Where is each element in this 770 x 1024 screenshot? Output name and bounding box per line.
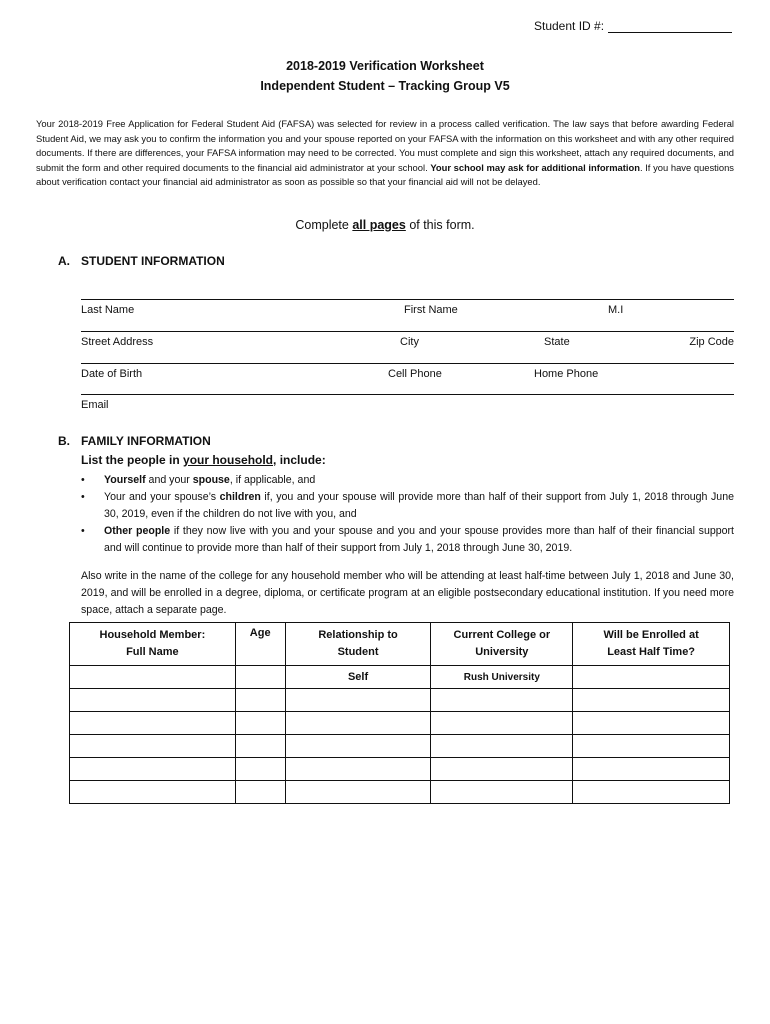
college-cell[interactable] [431,781,573,804]
member-name-cell[interactable] [70,689,236,712]
table-row [70,735,730,758]
household-intro-after: include: [276,453,326,467]
bullet1-text-2: , if applicable, and [229,474,316,486]
home-phone-label: Home Phone [534,368,599,380]
enrolled-cell[interactable] [573,666,730,689]
header-member-line2: Full Name [126,646,179,658]
intro-text-2: . If you have questions about verification contact your financial aid administrator as soon as possible so that your financial aid will not be delayed. [36,161,734,188]
title-line-2: Independent Student – Tracking Group V5 [260,79,510,93]
age-cell[interactable] [235,666,285,689]
bullet3-text: if they now live with you and your spouse and you and your spouse provides more than half of their financial support and will continue to provide more than half of their support from July 1, 2018 through June 30, 2019. [104,525,734,554]
bullet3-bold-other-people: Other people [104,525,171,537]
bullet1-bold-spouse: spouse [192,474,230,486]
enrolled-cell[interactable] [573,689,730,712]
header-college [431,623,573,666]
table-row [70,758,730,781]
bullet-dot: • [81,491,85,503]
relationship-cell[interactable] [285,781,431,804]
table-row [70,666,730,689]
enrolled-cell[interactable] [573,781,730,804]
bullet2-text-1: Your and your spouse’s [104,491,220,503]
header-age: Age [235,623,285,666]
state-label: State [544,336,570,348]
date-of-birth-label: Date of Birth [81,368,143,380]
age-cell[interactable] [235,781,285,804]
first-name-label: First Name [404,304,458,316]
member-name-cell[interactable] [70,735,236,758]
household-bullet-list [81,472,734,557]
complete-after: of this form. [405,218,475,232]
header-enrolled-line2: Least Half Time? [607,646,696,658]
cell-phone-label: Cell Phone [388,368,442,380]
name-row[interactable] [81,299,734,320]
header-college-line1: Current College or [453,629,551,641]
middle-initial-label: M.I [608,304,624,316]
enrolled-cell[interactable] [573,758,730,781]
college-cell[interactable] [431,689,573,712]
household-table [69,622,730,804]
household-table-header [70,623,730,666]
college-cell[interactable]: Rush University [431,666,573,689]
section-b-heading [58,434,211,448]
age-cell[interactable] [235,689,285,712]
zip-code-label: Zip Code [689,336,734,348]
member-name-cell[interactable] [70,758,236,781]
table-row [70,689,730,712]
bullet1-text-1: and your [145,474,193,486]
member-name-cell[interactable] [70,712,236,735]
section-a-letter: A. [58,254,70,268]
section-b-title: FAMILY INFORMATION [81,434,211,448]
contact-row[interactable] [81,363,734,384]
college-cell[interactable] [431,712,573,735]
intro-text-1: Your 2018-2019 Free Application for Federal Student Aid (FAFSA) was selected for review in a process called verification. The law says that before awarding Federal Student Aid, we may ask you to confirm the information you and your spouse reported on your FAFSA with the information on this worksheet and with any other required documents. If there are differences, your FAFSA information may need to be corrected. You must complete and sign this worksheet, attach any required documents, and submit the form and other required documents to the financial aid administrator at your school. [36,118,734,173]
bullet-other-people [81,523,734,557]
section-a-heading [58,254,225,268]
relationship-cell[interactable] [285,712,431,735]
header-member [70,623,236,666]
enrolled-cell[interactable] [573,712,730,735]
relationship-cell[interactable] [285,735,431,758]
household-intro-emphasis: your household, [183,453,277,467]
header-enrolled [573,623,730,666]
street-address-label: Street Address [81,336,154,348]
header-relationship-line2: Student [337,646,379,658]
section-b-letter: B. [58,434,70,448]
table-row [70,712,730,735]
city-label: City [400,336,419,348]
bullet-yourself [81,472,734,489]
header-relationship-line1: Relationship to [318,629,398,641]
relationship-cell[interactable] [285,689,431,712]
document-title [0,56,770,96]
section-a-title: STUDENT INFORMATION [81,254,225,268]
address-row[interactable] [81,331,734,352]
age-cell[interactable] [235,735,285,758]
college-instruction: Also write in the name of the college for any household member who will be attending at least half-time between July 1, 2018 and June 30, 2019, and will be enrolled in a degree, diploma, or certificate program at an eligible postsecondary educational institution. If you need more space, attach a separate page. [81,570,734,616]
college-cell[interactable] [431,758,573,781]
table-row [70,781,730,804]
relationship-cell[interactable]: Self [285,666,431,689]
college-cell[interactable] [431,735,573,758]
member-name-cell[interactable] [70,781,236,804]
header-member-line1: Household Member: [99,629,206,641]
bullet2-text-2: if, you and your spouse will provide more than half of their support from July 1, 2018 through June 30, 2019, even if the children do not live with you, and [104,491,734,520]
enrolled-cell[interactable] [573,735,730,758]
intro-bold-text: Your school may ask for additional information [430,161,640,173]
header-relationship [285,623,431,666]
relationship-cell[interactable] [285,758,431,781]
household-intro-before: List the people in [81,453,184,467]
intro-paragraph [36,117,734,190]
complete-emphasis: all pages [352,218,406,232]
bullet-children [81,489,734,523]
student-id-field [534,19,732,33]
email-row[interactable] [81,394,734,415]
header-enrolled-line1: Will be Enrolled at [603,629,699,641]
email-label: Email [81,399,109,411]
bullet-dot: • [81,525,85,537]
complete-instruction [0,218,770,232]
bullet2-bold-children: children [219,491,261,503]
student-id-input-line[interactable] [608,20,732,33]
complete-before: Complete [295,218,353,232]
member-name-cell[interactable] [70,666,236,689]
header-college-line2: University [475,646,529,658]
bullet1-bold-yourself: Yourself [104,474,146,486]
age-cell[interactable] [235,712,285,735]
title-line-1: 2018-2019 Verification Worksheet [286,59,484,73]
age-cell[interactable] [235,758,285,781]
household-list-intro [81,453,326,467]
student-id-label: Student ID #: [534,19,605,33]
last-name-label: Last Name [81,304,135,316]
bullet-dot: • [81,474,85,486]
